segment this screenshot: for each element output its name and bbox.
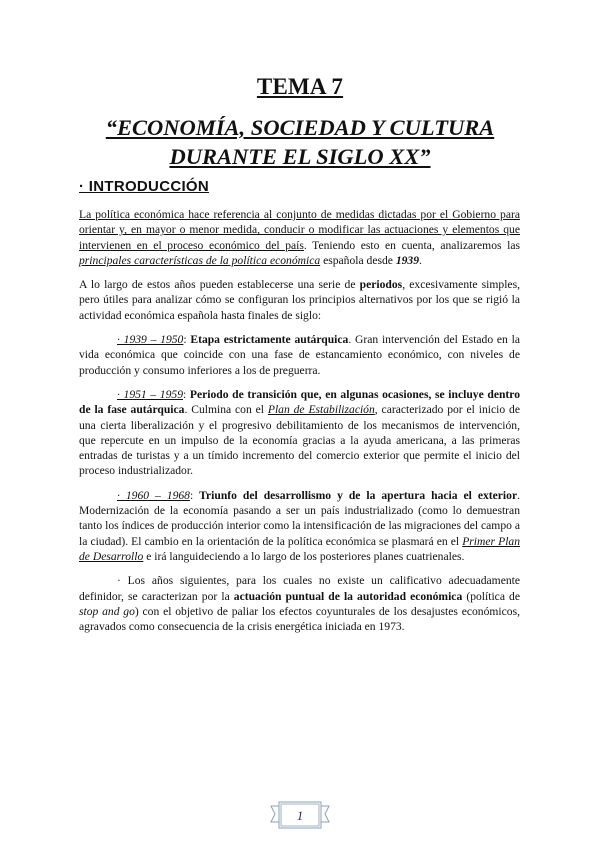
period-2-paragraph	[79, 387, 520, 479]
document-body	[79, 207, 520, 643]
period-4-text: (política de	[462, 589, 520, 603]
period-2-colon: :	[183, 387, 190, 401]
periods-keyword: periodos	[359, 278, 403, 292]
intro-text: española desde	[320, 253, 396, 267]
period-2-title: Periodo de transición que, en algunas ocasiones, se incluye dentro de la fase autárquica	[79, 387, 521, 417]
title-line-2: DURANTE EL SIGLO XX”	[169, 144, 431, 169]
period-4-text: · Los años siguientes, para los cuales no existe un calificativo adecuadamente definidor, se caracterizan por la	[79, 574, 520, 603]
intro-paragraph	[79, 207, 520, 268]
period-1-colon: :	[183, 333, 191, 347]
intro-text: .	[419, 253, 422, 267]
intro-definition: La política económica hace referencia al conjunto de medidas dictadas por el Gobierno para orientar y, en mayor o menor medida, conducir o modificar las actuaciones y elementos que intervienen en el proceso económico del país	[79, 208, 520, 252]
period-3-paragraph	[79, 488, 520, 564]
page-number: 1	[296, 808, 304, 823]
period-4-text: ) con el objetivo de paliar los efectos coyunturales de los desajustes económicos, agravados como consecuencia de la crisis energética iniciada en 1973.	[79, 604, 520, 634]
periods-intro-text: A lo largo de estos años pueden establecerse una serie de	[79, 278, 360, 292]
period-4-italic: stop and go	[79, 604, 135, 618]
title-line-1: “ECONOMÍA, SOCIEDAD Y CULTURA	[105, 115, 495, 140]
period-3-colon: :	[189, 488, 200, 502]
periods-intro-paragraph	[79, 277, 520, 323]
period-2-dates: · 1951 – 1959	[117, 387, 183, 401]
period-3-text: e irá languideciendo a lo largo de los posteriores planes cuatrienales.	[143, 549, 465, 563]
period-1-paragraph	[79, 332, 520, 378]
period-3-dates: · 1960 – 1968	[117, 488, 190, 502]
period-4-paragraph	[79, 573, 520, 634]
period-2-plan: Plan de Estabilización	[267, 403, 375, 417]
period-3-text: . Modernización de la economía pasando a ser un país industrializado (como lo demuestran tanto los índices de producción interior como la intensificación de las migraciones del campo a la ciudad). El cambio en la orientación de la política económica se plasmará en el	[79, 488, 520, 548]
intro-text: . Teniendo esto en cuenta, analizaremos las	[303, 238, 520, 252]
intro-emphasis: principales características de la política económica	[79, 253, 321, 267]
period-1-text: . Gran intervención del Estado en la vida económica que coincide con una fase de estancamiento económico, con niveles de producción y consumo inferiores a los de preguerra.	[79, 333, 520, 377]
page-number-badge	[267, 798, 333, 832]
periods-intro-text: , excesivamente simples, pero útiles para analizar cómo se configuran los principios alternativos por los que se rigió la actividad económica española hasta finales de siglo:	[79, 278, 520, 322]
period-2-text: , caracterizado por el inicio de una cierta liberalización y el progresivo debilitamiento de los mecanismos de intervención, que repercute en un impulso de la economía gracias a la ayuda americana, a las primeras entradas de turistas y a un tímido incremento del comercio exterior que permite el inicio del proceso industrializador.	[79, 403, 520, 478]
period-3-plan: Primer Plan de Desarrollo	[79, 534, 521, 563]
period-1-title: Etapa estrictamente autárquica	[190, 333, 349, 347]
document-title	[60, 113, 540, 171]
intro-year: 1939	[395, 253, 420, 267]
tema-heading: TEMA 7	[256, 74, 344, 99]
section-heading-introduccion: · INTRODUCCIÓN	[79, 178, 210, 195]
period-4-keyword: actuación puntual de la autoridad económica	[233, 589, 463, 603]
period-2-text: . Culmina con el	[184, 403, 268, 417]
period-1-dates: · 1939 – 1950	[117, 333, 184, 347]
period-3-title: Triunfo del desarrollismo y de la apertura hacia el exterior	[199, 488, 518, 502]
